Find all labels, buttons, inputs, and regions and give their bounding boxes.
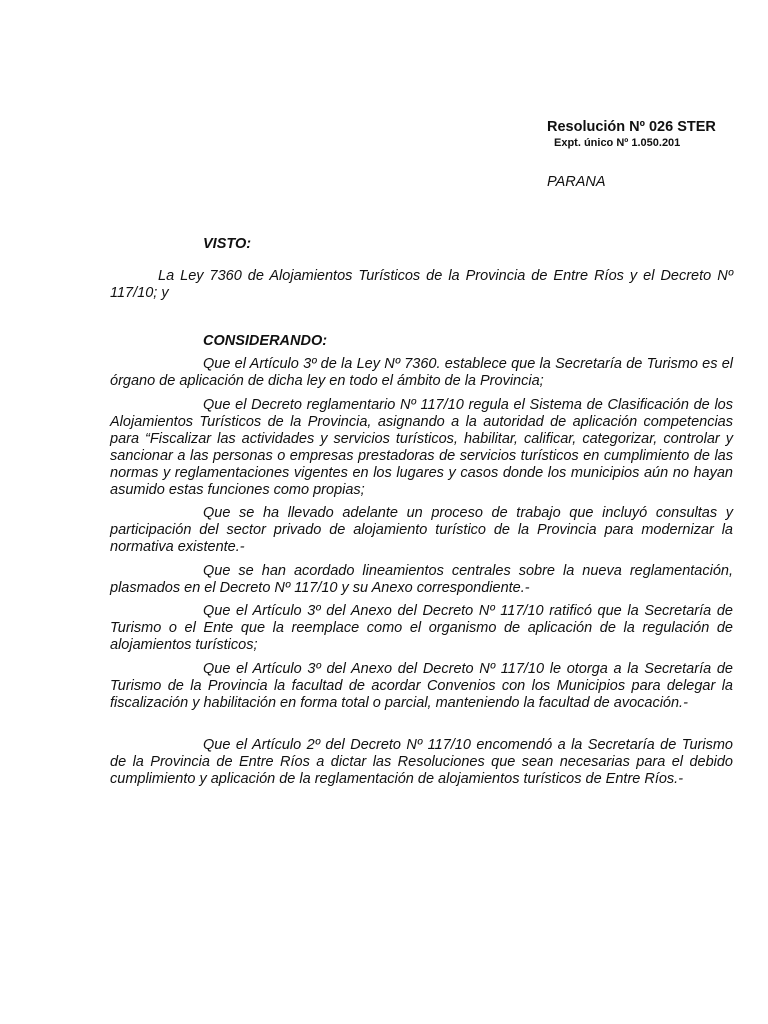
considerando-paragraph-4: Que se han acordado lineamientos centrales sobre la nueva reglamentación, plasmados en el Decreto Nº 117/10 y su Anexo correspondiente.- bbox=[110, 563, 733, 596]
considerando-paragraph-7: Que el Artículo 2º del Decreto Nº 117/10 encomendó a la Secretaría de Turismo de la Provincia de Entre Ríos a dictar las Resoluciones que sean necesarias para el debido cumplimiento y aplicación de la reglamentación de alojamientos turísticos de Entre Ríos.- bbox=[110, 737, 733, 787]
expediente-number: Expt. único Nº 1.050.201 bbox=[554, 137, 681, 149]
considerando-paragraph-3: Que se ha llevado adelante un proceso de trabajo que incluyó consultas y participación del sector privado de alojamiento turístico de la Provincia para modernizar la normativa existente.- bbox=[110, 505, 733, 555]
considerando-paragraph-1: Que el Artículo 3º de la Ley Nº 7360. establece que la Secretaría de Turismo es el órgano de aplicación de dicha ley en todo el ámbito de la Provincia; bbox=[110, 356, 733, 389]
place-name: PARANA bbox=[547, 174, 606, 190]
resolution-number: Resolución Nº 026 STER bbox=[547, 119, 716, 135]
visto-paragraph: La Ley 7360 de Alojamientos Turísticos de la Provincia de Entre Ríos y el Decreto Nº 117/10; y bbox=[110, 268, 733, 301]
considerando-paragraph-5: Que el Artículo 3º del Anexo del Decreto Nº 117/10 ratificó que la Secretaría de Turismo o el Ente que la reemplace como el organismo de aplicación de la regulación de alojamientos turísticos; bbox=[110, 603, 733, 653]
considerando-paragraph-6: Que el Artículo 3º del Anexo del Decreto Nº 117/10 le otorga a la Secretaría de Turismo de la Provincia la facultad de acordar Convenios con los Municipios para delegar la fiscalización y habilitación en forma total o parcial, manteniendo la facultad de avocación.- bbox=[110, 661, 733, 711]
considerando-heading: CONSIDERANDO: bbox=[203, 333, 328, 349]
visto-heading: VISTO: bbox=[203, 236, 252, 252]
considerando-paragraph-2: Que el Decreto reglamentario Nº 117/10 regula el Sistema de Clasificación de los Alojamientos Turísticos de la Provincia, asignando a la autoridad de aplicación competencias para “Fiscalizar las actividades y servicios turísticos, habilitar, calificar, categorizar, controlar y sancionar a las personas o empresas prestadoras de servicios turísticos en cumplimiento de las normas y reglamentaciones vigentes en los lugares y casos donde los municipios aún no hayan asumido estas funciones como propias; bbox=[110, 397, 733, 498]
